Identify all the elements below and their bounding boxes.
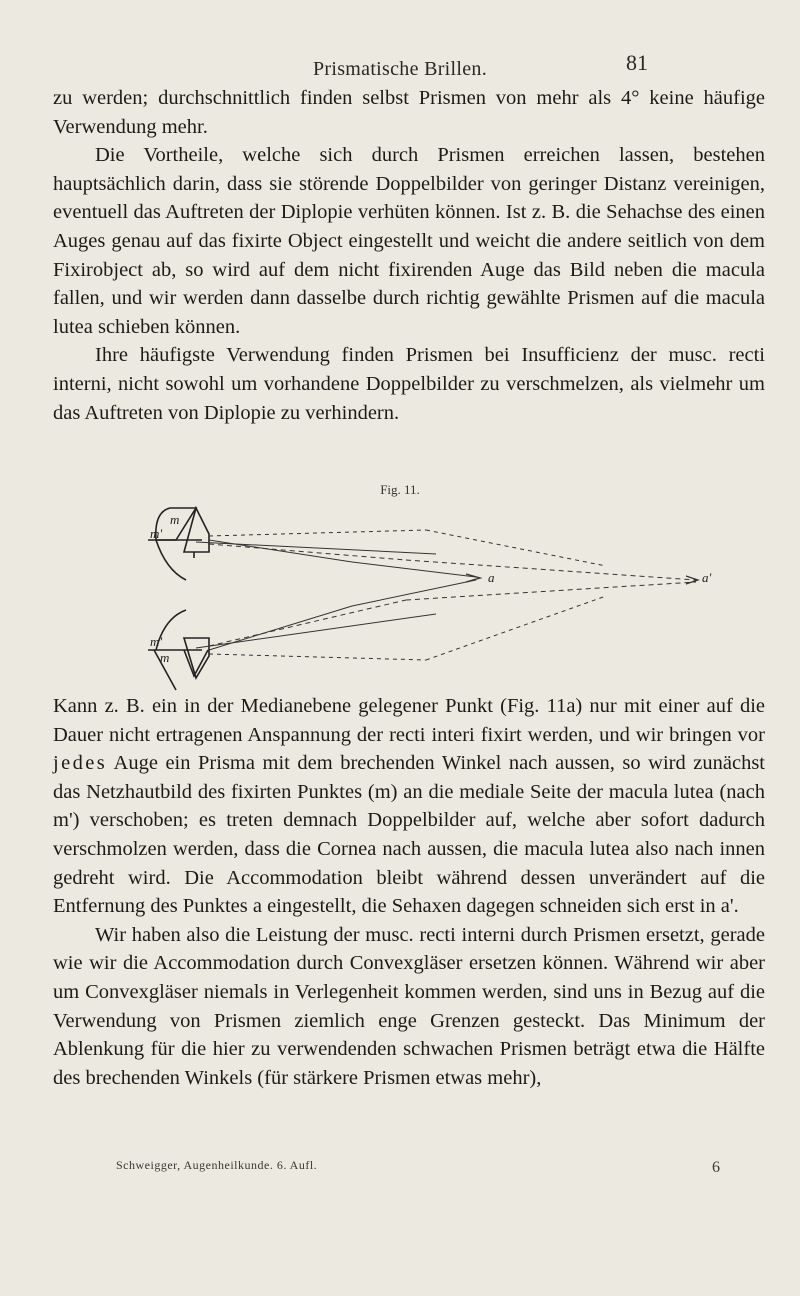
signature-mark: 6 bbox=[712, 1159, 720, 1176]
spaced-emphasis: jedes bbox=[53, 752, 108, 775]
paragraph: zu werden; durchschnittlich finden selbst Prismen von mehr als 4° keine häufige Verwendung mehr. bbox=[53, 87, 765, 138]
footer-citation: Schweigger, Augenheilkunde. 6. Aufl. bbox=[116, 1158, 318, 1172]
running-title: Prismatische Brillen. bbox=[312, 58, 488, 80]
label-m-top: m bbox=[170, 512, 180, 527]
paragraph-part: Auge ein Prisma mit dem brechenden Winkel nach aussen, so wird zunächst das Netzhautbild des fixirten Punktes (m) an die mediale Seite der macula lutea (nach m') verschoben; es treten demnach Doppelbilder auf, welche aber sofort dadurch verschmolzen werden, dass die Cornea nach aussen, die macula lutea also nach innen gedreht wird. Die Accommodation bleibt während dessen unverändert auf die Entfernung des Punktes a eingestellt, die Sehaxen dagegen schneiden sich erst in a'. bbox=[53, 752, 765, 918]
paragraph: Wir haben also die Leistung der musc. recti interni durch Prismen ersetzt, gerade wie wir die Accommodation durch Convexgläser ersetzen können. Während wir aber um Convexgläser niemals in Verlegenheit kommen werden, sind uns in Bezug auf die Verwendung von Prismen ziemlich enge Grenzen gesteckt. Das Minimum der Ablenkung für die hier zu verwendenden schwachen Prismen beträgt etwa die Hälfte des brechenden Winkels (für stärkere Prismen etwas mehr), bbox=[53, 923, 765, 1089]
upper-prism bbox=[184, 508, 209, 552]
text-block-bottom bbox=[53, 692, 765, 1092]
figure-caption: Fig. 11. bbox=[380, 482, 420, 497]
ray-lines bbox=[196, 530, 698, 660]
label-a: a bbox=[488, 570, 495, 585]
label-m-bottom: m bbox=[160, 650, 170, 665]
label-m-prime-bottom: m' bbox=[150, 634, 163, 649]
prism-diagram-svg bbox=[136, 500, 736, 695]
paragraph: Die Vortheile, welche sich durch Prismen erreichen lassen, bestehen hauptsächlich darin, dass sie störende Doppelbilder von geringer Distanz vereinigen, eventuell das Auftreten der Diplopie verhüten können. Ist z. B. die Sehachse des einen Auges genau auf das fixirte Object eingestellt und weicht die andere seitlich von dem Fixirobject ab, so wird auf dem nicht fixirenden Auge das Bild neben die macula fallen, und wir werden dann dasselbe durch richtig gewählte Prismen auf die macula lutea schieben können. bbox=[53, 144, 765, 338]
label-m-prime-top: m' bbox=[150, 526, 163, 541]
text-block-top bbox=[53, 84, 765, 427]
lower-eye-sketch bbox=[148, 610, 208, 690]
paragraph-part: Kann z. B. ein in der Medianebene gelegener Punkt (Fig. 11a) nur mit einer auf die Dauer nicht ertragenen Anspannung der recti interi fixirt werden, und wir bringen vor bbox=[53, 695, 765, 746]
page-number: 81 bbox=[626, 50, 648, 75]
label-a-prime: a' bbox=[702, 570, 712, 585]
paragraph bbox=[53, 692, 765, 921]
paragraph: Ihre häufigste Verwendung finden Prismen bei Insufficienz der musc. recti interni, nicht sowohl um vorhandene Doppelbilder zu verschmelzen, als vielmehr um das Auftreten von Diplopie zu verhindern. bbox=[53, 344, 765, 424]
figure-prism-diagram bbox=[136, 500, 736, 695]
